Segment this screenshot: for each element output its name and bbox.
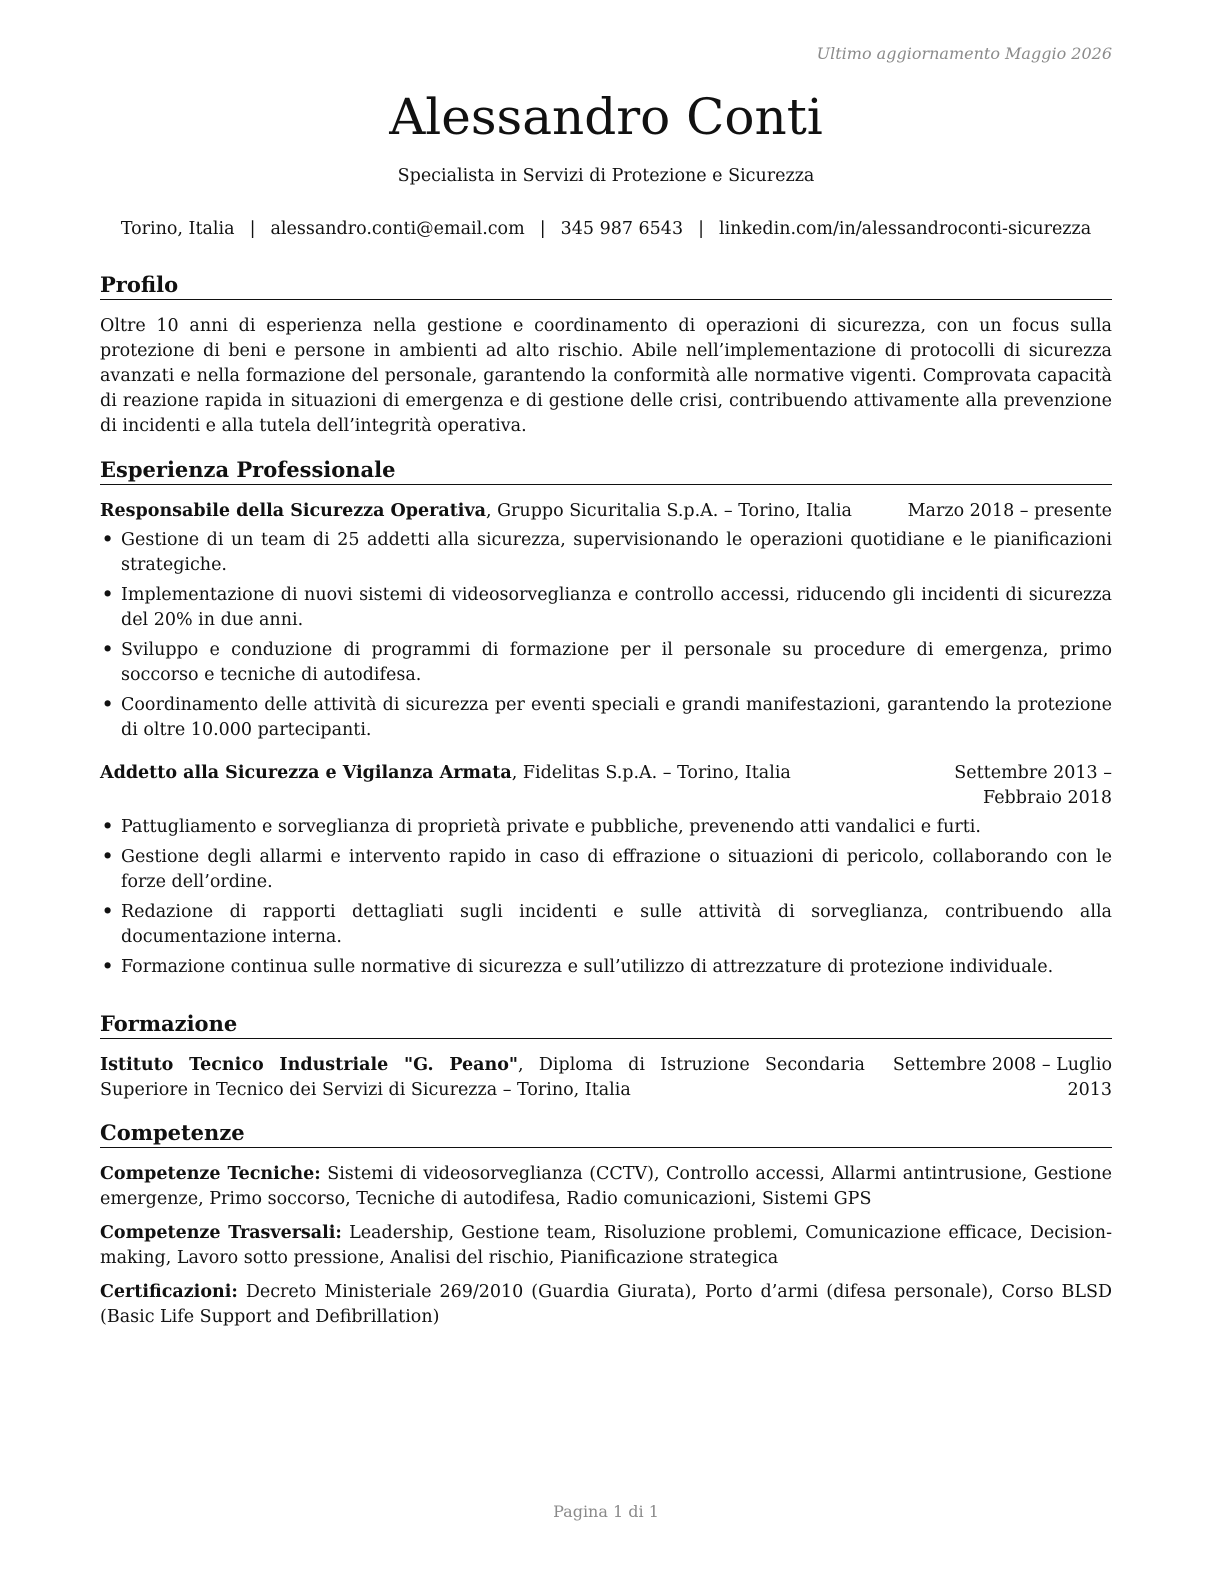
skill-text: Decreto Ministeriale 269/2010 (Guardia Giurata), Porto d’armi (difesa personale), Corso BLSD (Basic Life Support and Defibrillation) [100, 1282, 1112, 1327]
skill-group [100, 1162, 1112, 1212]
education-dates: Settembre 2008 – Luglio 2013 [892, 1055, 1112, 1100]
candidate-title: Specialista in Servizi di Protezione e Sicurezza [397, 166, 815, 186]
job-dates: Marzo 2018 – presente [907, 501, 1112, 521]
section-title-profile: Profilo [100, 271, 1112, 300]
job-header [100, 761, 1112, 811]
job-role: Addetto alla Sicurezza e Vigilanza Armata [100, 763, 512, 783]
contact-line [100, 219, 1112, 239]
list-item: • Implementazione di nuovi sistemi di videosorveglianza e controllo accessi, riducendo gli incidenti di sicurezza del 20% in due anni. [100, 583, 1112, 633]
job-dates: Settembre 2013 – Febbraio 2018 [954, 763, 1112, 808]
skill-label: Certificazioni: [100, 1282, 238, 1302]
list-item: • Formazione continua sulle normative di sicurezza e sull’utilizzo di attrezzature di protezione individuale. [100, 955, 1112, 980]
skill-group [100, 1221, 1112, 1271]
contact-email[interactable]: alessandro.conti@email.com [270, 219, 525, 239]
last-updated: Ultimo aggiornamento Maggio 2026 [816, 44, 1112, 63]
contact-linkedin[interactable]: linkedin.com/in/alessandroconti-sicurezza [718, 219, 1092, 239]
skill-text: Leadership, Gestione team, Risoluzione problemi, Comunicazione efficace, Decision-making, Lavoro sotto pressione, Analisi del rischio, Pianificazione strategica [100, 1223, 1112, 1268]
skill-label: Competenze Trasversali: [100, 1223, 342, 1243]
job-company: , Gruppo Sicuritalia S.p.A. – Torino, Italia [485, 501, 852, 521]
list-item: • Coordinamento delle attività di sicurezza per eventi speciali e grandi manifestazioni, garantendo la protezione di oltre 10.000 partecipanti. [100, 693, 1112, 743]
section-title-education: Formazione [100, 1010, 1112, 1039]
job-company: , Fidelitas S.p.A. – Torino, Italia [511, 763, 791, 783]
list-item: • Sviluppo e conduzione di programmi di formazione per il personale su procedure di emergenza, primo soccorso e tecniche di autodifesa. [100, 638, 1112, 688]
list-item: • Pattugliamento e sorveglianza di proprietà private e pubbliche, prevenendo atti vandalici e furti. [100, 815, 1112, 840]
skill-group [100, 1280, 1112, 1330]
education-description [100, 1053, 865, 1103]
list-item: • Gestione degli allarmi e intervento rapido in caso di effrazione o situazioni di pericolo, collaborando con le forze dell’ordine. [100, 845, 1112, 895]
job-title-line [100, 761, 791, 811]
job-header [100, 499, 1112, 524]
skills-section [100, 1119, 1112, 1330]
resume-page [100, 0, 1112, 1584]
skill-label: Competenze Tecniche: [100, 1164, 321, 1184]
list-item: • Gestione di un team di 25 addetti alla sicurezza, supervisionando le operazioni quotidiane e le pianificazioni strategiche. [100, 528, 1112, 578]
job-title-line [100, 499, 852, 524]
candidate-name: Alessandro Conti [389, 88, 823, 146]
job-bullets [100, 815, 1112, 980]
contact-separator: | [698, 219, 704, 239]
education-school: Istituto Tecnico Industriale "G. Peano" [100, 1055, 519, 1075]
job-bullets [100, 528, 1112, 743]
list-item: • Redazione di rapporti dettagliati sugli incidenti e sulle attività di sorveglianza, contribuendo alla documentazione interna. [100, 900, 1112, 950]
contact-separator: | [249, 219, 256, 239]
education-entry [100, 1053, 1112, 1103]
job-role: Responsabile della Sicurezza Operativa [100, 501, 486, 521]
skill-text: Sistemi di videosorveglianza (CCTV), Controllo accessi, Allarmi antintrusione, Gestione emergenze, Primo soccorso, Tecniche di autodifesa, Radio comunicazioni, Sistemi GPS [100, 1164, 1112, 1209]
education-section [100, 1010, 1112, 1103]
contact-separator: | [539, 219, 546, 239]
contact-location: Torino, Italia [120, 219, 235, 239]
page-number: Pagina 1 di 1 [553, 1502, 659, 1521]
profile-text: Oltre 10 anni di esperienza nella gestione e coordinamento di operazioni di sicurezza, con un focus sulla protezione di beni e persone in ambienti ad alto rischio. Abile nell’implementazione di protocolli di sicurezza avanzati e nella formazione del personale, garantendo la conformità alle normative vigenti. Comprovata capacità di reazione rapida in situazioni di emergenza e di gestione delle crisi, contribuendo attivamente alla prevenzione di incidenti e alla tutela dell’integrità operativa. [100, 316, 1112, 436]
profile-section [100, 271, 1112, 439]
section-title-skills: Competenze [100, 1119, 1112, 1148]
contact-phone[interactable]: 345 987 6543 [560, 219, 684, 239]
education-details: , Diploma di Istruzione Secondaria Superiore in Tecnico dei Servizi di Sicurezza – Torino, Italia [100, 1055, 865, 1100]
experience-section [100, 456, 1112, 985]
section-title-experience: Esperienza Professionale [100, 456, 1112, 485]
